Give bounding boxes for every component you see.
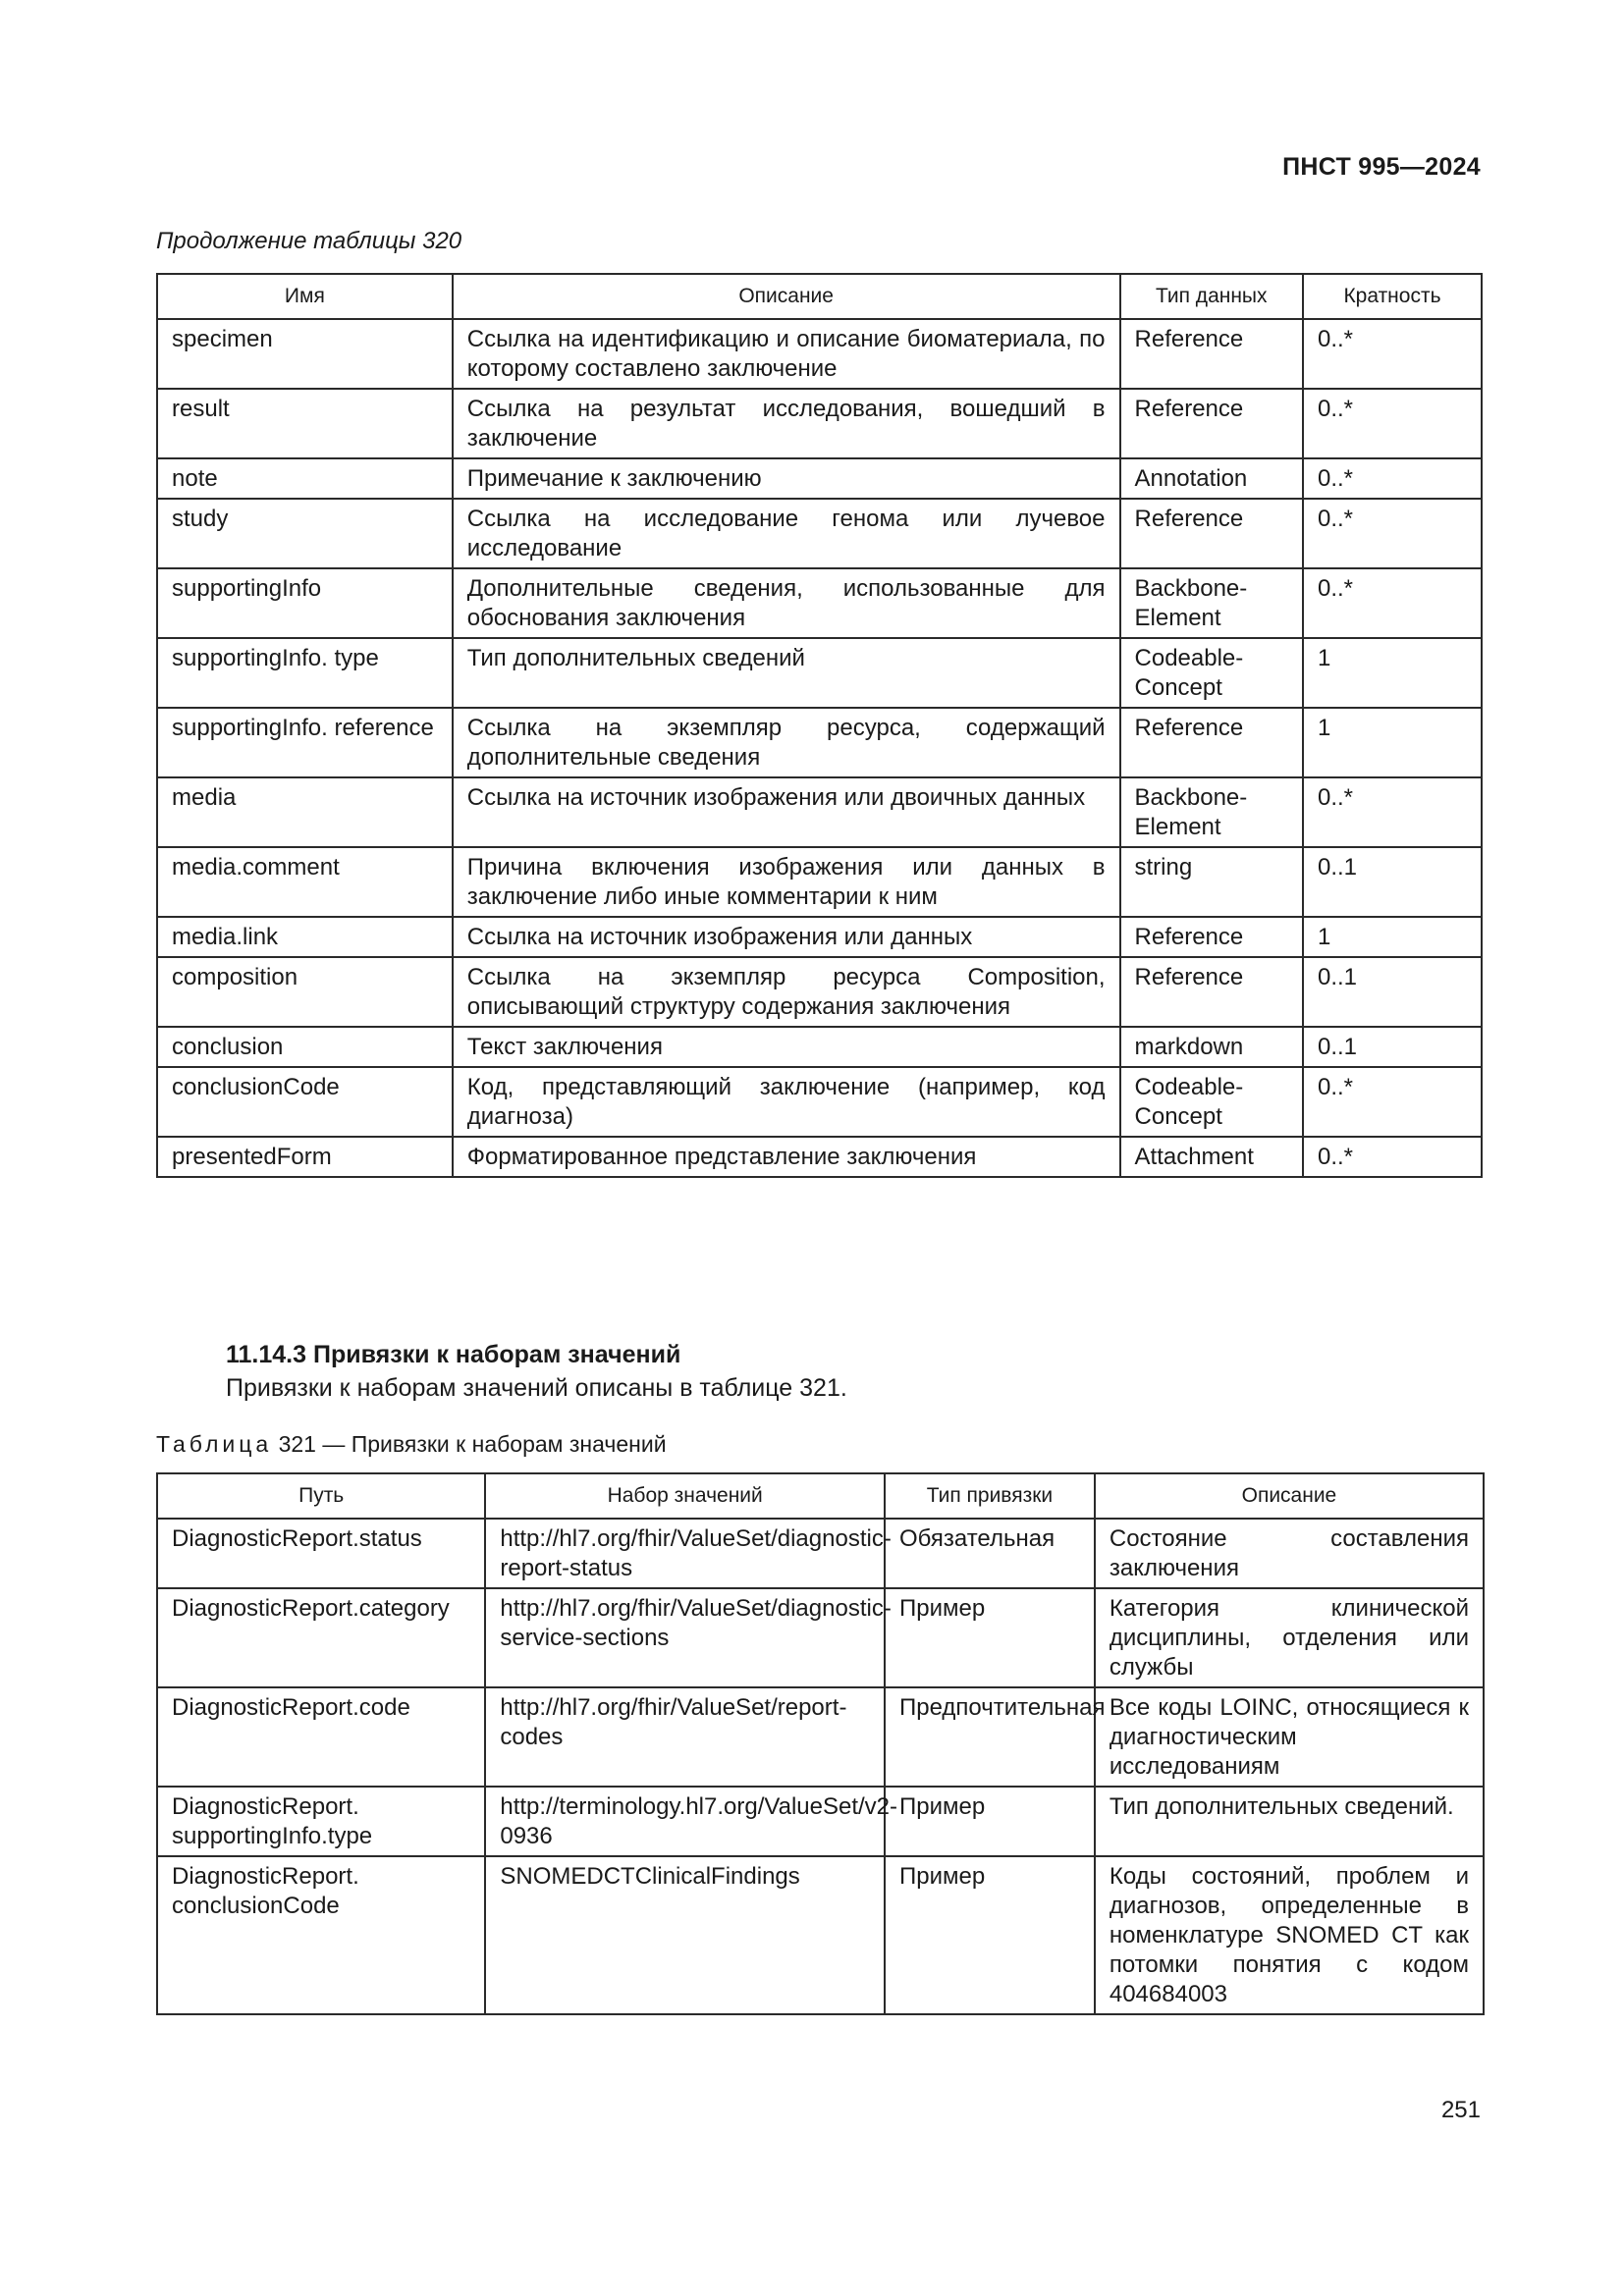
page-number: 251 <box>1440 2097 1481 2123</box>
cell-description: Тип дополнительных сведений <box>453 638 1120 708</box>
section-text: Привязки к наборам значений описаны в таблице 321. <box>226 1374 847 1402</box>
table-row <box>157 957 1482 1027</box>
table-continuation-label: Продолжение таблицы 320 <box>156 228 462 254</box>
cell-name: media.link <box>157 917 453 957</box>
cell-cardinality: 0..1 <box>1303 957 1482 1027</box>
table-row <box>157 319 1482 389</box>
table-row <box>157 847 1482 917</box>
column-header-binding: Тип привязки <box>885 1473 1095 1519</box>
table-caption-label: Таблица <box>156 1431 273 1457</box>
table-row <box>157 1067 1482 1137</box>
table-header-row <box>157 1473 1484 1519</box>
cell-cardinality: 0..* <box>1303 777 1482 847</box>
cell-description: Категория клинической дисциплины, отделения или службы <box>1095 1588 1484 1687</box>
cell-description: Дополнительные сведения, использованные для обоснования заключения <box>453 568 1120 638</box>
cell-datatype: Annotation <box>1120 458 1303 499</box>
cell-datatype: Codeable-Concept <box>1120 1067 1303 1137</box>
table-row <box>157 638 1482 708</box>
table-row <box>157 1787 1484 1856</box>
table-row <box>157 708 1482 777</box>
cell-cardinality: 0..* <box>1303 499 1482 568</box>
cell-datatype: Reference <box>1120 389 1303 458</box>
cell-valueset: http://hl7.org/fhir/ValueSet/diagnostic-report-status <box>485 1519 885 1588</box>
cell-description: Ссылка на идентификацию и описание биоматериала, по которому составлено заключение <box>453 319 1120 389</box>
cell-name: conclusionCode <box>157 1067 453 1137</box>
cell-description: Форматированное представление заключения <box>453 1137 1120 1177</box>
value-set-bindings-table-body <box>157 1519 1484 2014</box>
cell-name: composition <box>157 957 453 1027</box>
cell-path: DiagnosticReport.category <box>157 1588 485 1687</box>
cell-datatype: Reference <box>1120 917 1303 957</box>
cell-datatype: Reference <box>1120 708 1303 777</box>
column-header-valueset: Набор значений <box>485 1473 885 1519</box>
cell-description: Ссылка на экземпляр ресурса, содержащий дополнительные сведения <box>453 708 1120 777</box>
value-set-bindings-table <box>156 1472 1485 2015</box>
cell-datatype: Reference <box>1120 957 1303 1027</box>
cell-binding-type: Пример <box>885 1856 1095 2014</box>
cell-name: study <box>157 499 453 568</box>
cell-cardinality: 1 <box>1303 638 1482 708</box>
cell-description: Ссылка на экземпляр ресурса Composition, описывающий структуру содержания заключения <box>453 957 1120 1027</box>
table-row <box>157 499 1482 568</box>
table-header-row <box>157 274 1482 319</box>
cell-description: Код, представляющий заключение (например, код диагноза) <box>453 1067 1120 1137</box>
data-elements-table <box>156 273 1483 1178</box>
cell-path: DiagnosticReport. conclusionCode <box>157 1856 485 2014</box>
cell-cardinality: 0..* <box>1303 319 1482 389</box>
column-header-description: Описание <box>1095 1473 1484 1519</box>
cell-description: Коды состояний, проблем и диагнозов, определенные в номенклатуре SNOMED CT как потомки понятия с кодом 404684003 <box>1095 1856 1484 2014</box>
cell-description: Ссылка на результат исследования, вошедший в заключение <box>453 389 1120 458</box>
cell-datatype: Backbone-Element <box>1120 568 1303 638</box>
column-header-cardinality: Кратность <box>1303 274 1482 319</box>
cell-path: DiagnosticReport. supportingInfo.type <box>157 1787 485 1856</box>
table-row <box>157 1027 1482 1067</box>
cell-valueset: http://hl7.org/fhir/ValueSet/diagnostic-service-sections <box>485 1588 885 1687</box>
table-row <box>157 458 1482 499</box>
cell-name: specimen <box>157 319 453 389</box>
cell-cardinality: 1 <box>1303 708 1482 777</box>
cell-description: Ссылка на источник изображения или двоичных данных <box>453 777 1120 847</box>
cell-datatype: Reference <box>1120 319 1303 389</box>
cell-cardinality: 0..* <box>1303 1137 1482 1177</box>
cell-cardinality: 0..1 <box>1303 847 1482 917</box>
cell-description: Состояние составления заключения <box>1095 1519 1484 1588</box>
cell-name: supportingInfo. type <box>157 638 453 708</box>
document-id-header: ПНСТ 995—2024 <box>1282 153 1481 181</box>
cell-datatype: Codeable-Concept <box>1120 638 1303 708</box>
cell-datatype: markdown <box>1120 1027 1303 1067</box>
cell-cardinality: 0..* <box>1303 568 1482 638</box>
table-row <box>157 917 1482 957</box>
cell-description: Ссылка на источник изображения или данных <box>453 917 1120 957</box>
cell-binding-type: Предпочтительная <box>885 1687 1095 1787</box>
column-header-path: Путь <box>157 1473 485 1519</box>
table-row <box>157 1856 1484 2014</box>
cell-name: conclusion <box>157 1027 453 1067</box>
cell-path: DiagnosticReport.code <box>157 1687 485 1787</box>
cell-name: supportingInfo. reference <box>157 708 453 777</box>
column-header-description: Описание <box>453 274 1120 319</box>
cell-datatype: Reference <box>1120 499 1303 568</box>
table-row <box>157 1519 1484 1588</box>
cell-valueset: SNOMEDCTClinicalFindings <box>485 1856 885 2014</box>
cell-name: media <box>157 777 453 847</box>
cell-description: Все коды LOINC, относящиеся к диагностическим исследованиям <box>1095 1687 1484 1787</box>
table-caption-title: 321 — Привязки к наборам значений <box>272 1431 667 1457</box>
cell-name: media.comment <box>157 847 453 917</box>
cell-cardinality: 0..* <box>1303 1067 1482 1137</box>
table-row <box>157 1588 1484 1687</box>
cell-cardinality: 1 <box>1303 917 1482 957</box>
column-header-name: Имя <box>157 274 453 319</box>
cell-description: Ссылка на исследование генома или лучевое исследование <box>453 499 1120 568</box>
table-row <box>157 777 1482 847</box>
table-row <box>157 1137 1482 1177</box>
cell-description: Тип дополнительных сведений. <box>1095 1787 1484 1856</box>
cell-datatype: Backbone-Element <box>1120 777 1303 847</box>
cell-cardinality: 0..* <box>1303 458 1482 499</box>
cell-path: DiagnosticReport.status <box>157 1519 485 1588</box>
cell-name: result <box>157 389 453 458</box>
cell-binding-type: Обязательная <box>885 1519 1095 1588</box>
section-heading: 11.14.3 Привязки к наборам значений <box>226 1341 681 1368</box>
table-row <box>157 568 1482 638</box>
cell-description: Примечание к заключению <box>453 458 1120 499</box>
table-row <box>157 1687 1484 1787</box>
cell-valueset: http://terminology.hl7.org/ValueSet/v2-0936 <box>485 1787 885 1856</box>
cell-description: Текст заключения <box>453 1027 1120 1067</box>
cell-name: supportingInfo <box>157 568 453 638</box>
table-row <box>157 389 1482 458</box>
cell-name: note <box>157 458 453 499</box>
table-caption <box>156 1431 667 1458</box>
cell-valueset: http://hl7.org/fhir/ValueSet/report-codes <box>485 1687 885 1787</box>
cell-binding-type: Пример <box>885 1787 1095 1856</box>
cell-binding-type: Пример <box>885 1588 1095 1687</box>
cell-datatype: string <box>1120 847 1303 917</box>
column-header-datatype: Тип данных <box>1120 274 1303 319</box>
cell-cardinality: 0..1 <box>1303 1027 1482 1067</box>
cell-datatype: Attachment <box>1120 1137 1303 1177</box>
cell-description: Причина включения изображения или данных в заключение либо иные комментарии к ним <box>453 847 1120 917</box>
data-elements-table-body <box>157 319 1482 1177</box>
cell-cardinality: 0..* <box>1303 389 1482 458</box>
cell-name: presentedForm <box>157 1137 453 1177</box>
